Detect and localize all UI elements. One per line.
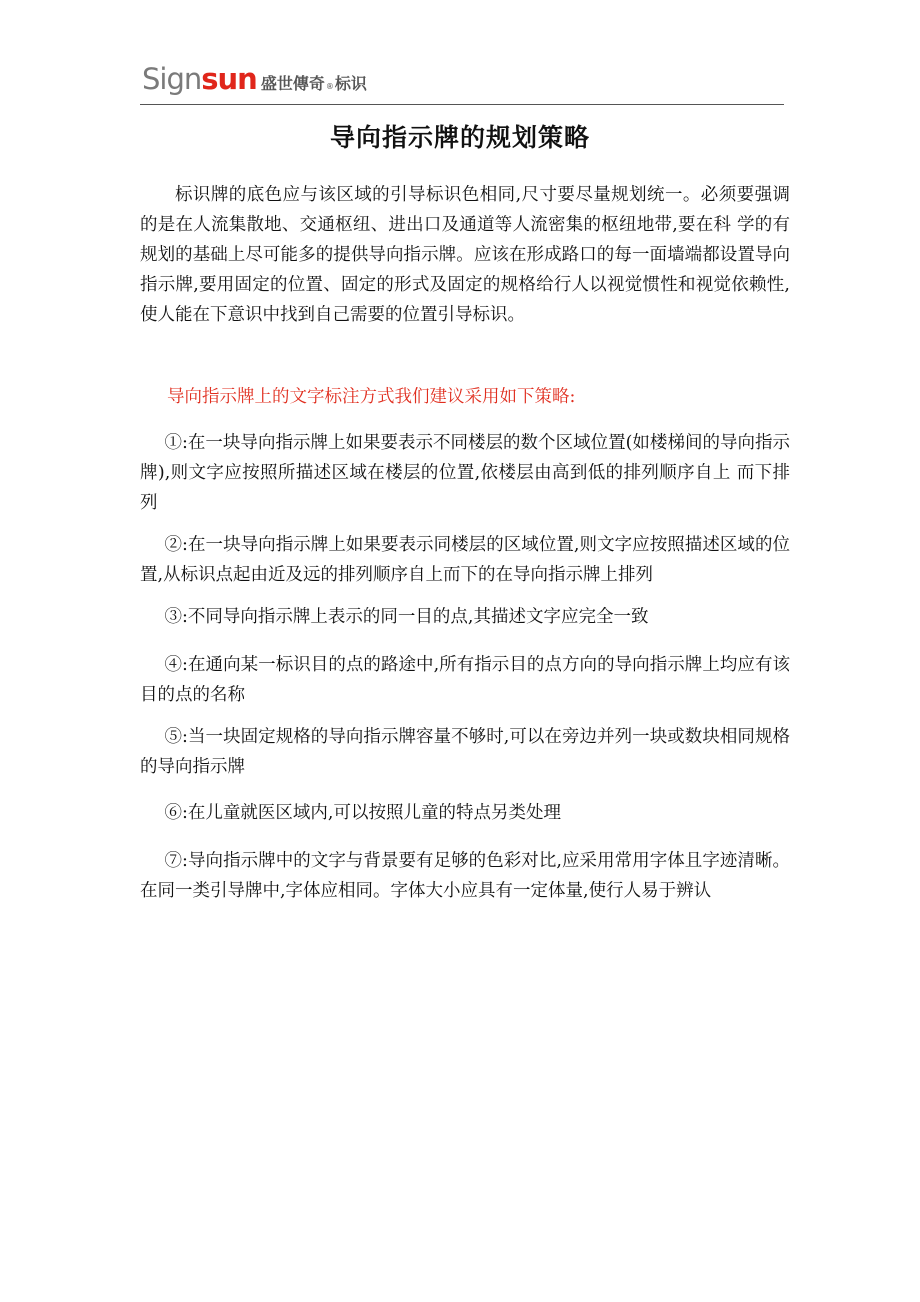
logo-chinese-suffix: 标识 xyxy=(334,74,367,93)
logo-registered-mark: ® xyxy=(325,82,334,91)
strategy-item-4: ④:在通向某一标识目的点的路途中,所有指示目的点方向的导向指示牌上均应有该目的点的名称 xyxy=(140,655,790,705)
strategy-subheading: 导向指示牌上的文字标注方式我们建议采用如下策略: xyxy=(167,387,576,407)
signsun-logo xyxy=(142,62,367,98)
logo-sign-text: Sign xyxy=(142,62,202,96)
page-header xyxy=(140,62,784,105)
strategy-item-5: ⑤:当一块固定规格的导向指示牌容量不够时,可以在旁边并列一块或数块相同规格的导向指示牌 xyxy=(140,727,790,777)
strategy-item-7: ⑦:导向指示牌中的文字与背景要有足够的色彩对比,应采用常用字体且字迹清晰。在同一类引导牌中,字体应相同。字体大小应具有一定体量,使行人易于辨认 xyxy=(140,851,790,901)
strategy-item-6: ⑥:在儿童就医区域内,可以按照儿童的特点另类处理 xyxy=(164,803,561,823)
logo-chinese-name: 盛世傳奇 xyxy=(260,74,325,93)
strategy-item-3: ③:不同导向指示牌上表示的同一目的点,其描述文字应完全一致 xyxy=(164,607,649,627)
intro-paragraph: 标识牌的底色应与该区域的引导标识色相同,尺寸要尽量规划统一。必须要强调的是在人流集散地、交通枢纽、进出口及通道等人流密集的枢纽地带,要在科 学的有规划的基础上尽可能多的提供导向指示牌。应该在形成路口的每一面墙端都设置导向指示牌,要用固定的位置、固定的形式及固定的规格给行人以视觉惯性和视觉依赖性,使人能在下意识中找到自己需要的位置引导标识。 xyxy=(140,185,790,325)
strategy-item-2: ②:在一块导向指示牌上如果要表示同楼层的区域位置,则文字应按照描述区域的位置,从标识点起由近及远的排列顺序自上而下的在导向指示牌上排列 xyxy=(140,535,790,585)
logo-sun-text: sun xyxy=(201,62,257,96)
strategy-item-1: ①:在一块导向指示牌上如果要表示不同楼层的数个区域位置(如楼梯间的导向指示牌),则文字应按照所描述区域在楼层的位置,依楼层由高到低的排列顺序自上 而下排列 xyxy=(140,433,790,513)
page-title: 导向指示牌的规划策略 xyxy=(329,123,590,152)
